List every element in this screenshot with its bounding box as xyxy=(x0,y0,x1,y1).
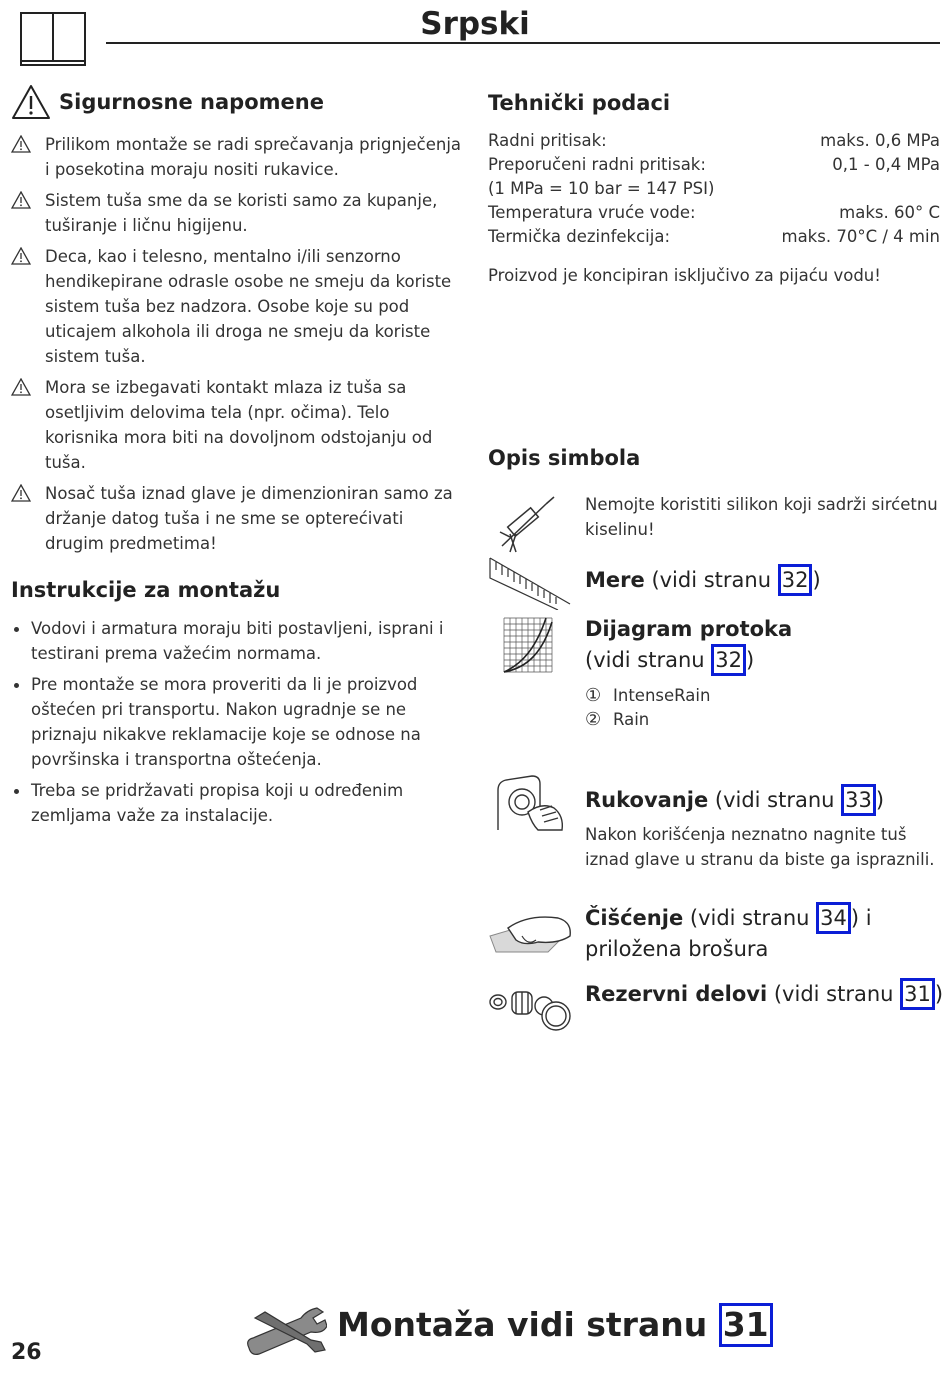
flow-legend-item: ② Rain xyxy=(585,709,650,730)
page-number: 26 xyxy=(11,1340,42,1365)
page-reference[interactable]: 32 xyxy=(778,564,813,596)
footer xyxy=(245,1294,773,1356)
cleaning-hand-icon xyxy=(488,906,574,960)
safety-item: Nosač tuša iznad glave je dimenzioniran samo za držanje datog tuša i ne sme se opterećivati drugim predmetima! xyxy=(11,481,466,556)
assembly-item: Treba se pridržavati propisa koji u određenim zemljama važe za instalacije. xyxy=(11,778,466,828)
ruler-icon xyxy=(488,554,574,610)
safety-item: Sistem tuša sme da se koristi samo za kupanje, tuširanje i ličnu higijenu. xyxy=(11,188,466,238)
safety-item: Mora se izbegavati kontakt mlaza iz tuša sa osetljivim delovima tela (npr. očima). Telo korisnika mora biti na dovoljnom odstojanju od tuša. xyxy=(11,375,466,475)
warning-icon xyxy=(11,484,31,502)
page-reference[interactable]: 33 xyxy=(841,784,876,816)
bullet-icon xyxy=(14,789,19,794)
tech-row: Radni pritisak: maks. 0,6 MPa xyxy=(488,131,940,150)
symbols-heading: Opis simbola xyxy=(488,446,641,470)
page-reference[interactable]: 32 xyxy=(711,644,746,676)
assembly-item: Pre montaže se mora proveriti da li je proizvod oštećen pri transportu. Nakon ugradnje se ne priznaju nikakve reklamacije koje se odnose na površinska i transportna oštećenja. xyxy=(11,672,466,772)
silicone-gun-icon xyxy=(488,494,558,556)
page-title: Srpski xyxy=(0,6,950,42)
header-rule xyxy=(106,42,940,44)
right-column: Tehnički podaci Radni pritisak: maks. 0,6 MPa Preporučeni radni pritisak: 0,1 - 0,4 MPa (1 MPa = 10 bar = 147 PSI) Temperatura vruće vode: maks. 60° C Termička dezinfekcija: maks. 70°C / 4 min Proizvod je koncipiran isključivo za pijaću vodu! Opis simbola Nemojte koristiti silikon koji sadrži sirćetnu kiselinu! Mere (vidi stranu 32 ) Dijagram protoka (vidi stranu 32 ) ① IntenseRain ② Rain Rukovanje (vidi stranu 33 ) Nakon korišćenja neznatno nagnite tuš iznad glave u stranu da biste ga ispraznili. Čišćenje (vidi stranu 34 ) i priložena brošura Rezervni delovi (vidi stranu 31 ) xyxy=(488,84,943,288)
assembly-heading: Instrukcije za montažu xyxy=(11,578,281,602)
warning-icon xyxy=(11,378,31,396)
safety-heading-row xyxy=(11,84,466,120)
left-column xyxy=(11,84,466,834)
tech-row: Preporučeni radni pritisak: 0,1 - 0,4 MPa xyxy=(488,155,940,174)
safety-item: Prilikom montaže se radi sprečavanja prignječenja i posekotina moraju nositi rukavice. xyxy=(11,132,466,182)
spare-parts-icon xyxy=(488,976,574,1038)
warning-icon xyxy=(11,84,51,120)
handle-knob-icon xyxy=(492,772,568,834)
safety-item: Deca, kao i telesno, mentalno i/ili senzorno hendikepirane odrasle osobe ne smeju da koriste sistem tuša bez nadzora. Osobe koje su pod uticajem alkohola ili droga ne smeju da koriste sistem tuša. xyxy=(11,244,466,369)
warning-icon xyxy=(11,191,31,209)
footer-text: Montaža vidi stranu 31 xyxy=(337,1303,773,1347)
bullet-icon xyxy=(14,627,19,632)
tech-table xyxy=(488,129,940,249)
flow-chart-icon xyxy=(500,614,560,676)
page-reference[interactable]: 31 xyxy=(900,978,935,1010)
tech-note: Proizvod je koncipiran isključivo za pijaću vodu! xyxy=(488,266,881,285)
bullet-icon xyxy=(14,683,19,688)
tools-icon xyxy=(245,1294,327,1356)
flow-legend-item: ① IntenseRain xyxy=(585,685,711,706)
page-reference[interactable]: 31 xyxy=(719,1303,773,1347)
tech-row: Termička dezinfekcija: maks. 70°C / 4 min xyxy=(488,227,940,246)
warning-icon xyxy=(11,247,31,265)
tech-heading: Tehnički podaci xyxy=(488,91,671,115)
warning-icon xyxy=(11,135,31,153)
assembly-item: Vodovi i armatura moraju biti postavljeni, isprani i testirani prema važećim normama. xyxy=(11,616,466,666)
page-reference[interactable]: 34 xyxy=(816,902,851,934)
tech-row: (1 MPa = 10 bar = 147 PSI) xyxy=(488,179,715,198)
tech-row: Temperatura vruće vode: maks. 60° C xyxy=(488,203,940,222)
safety-heading: Sigurnosne napomene xyxy=(59,90,324,114)
